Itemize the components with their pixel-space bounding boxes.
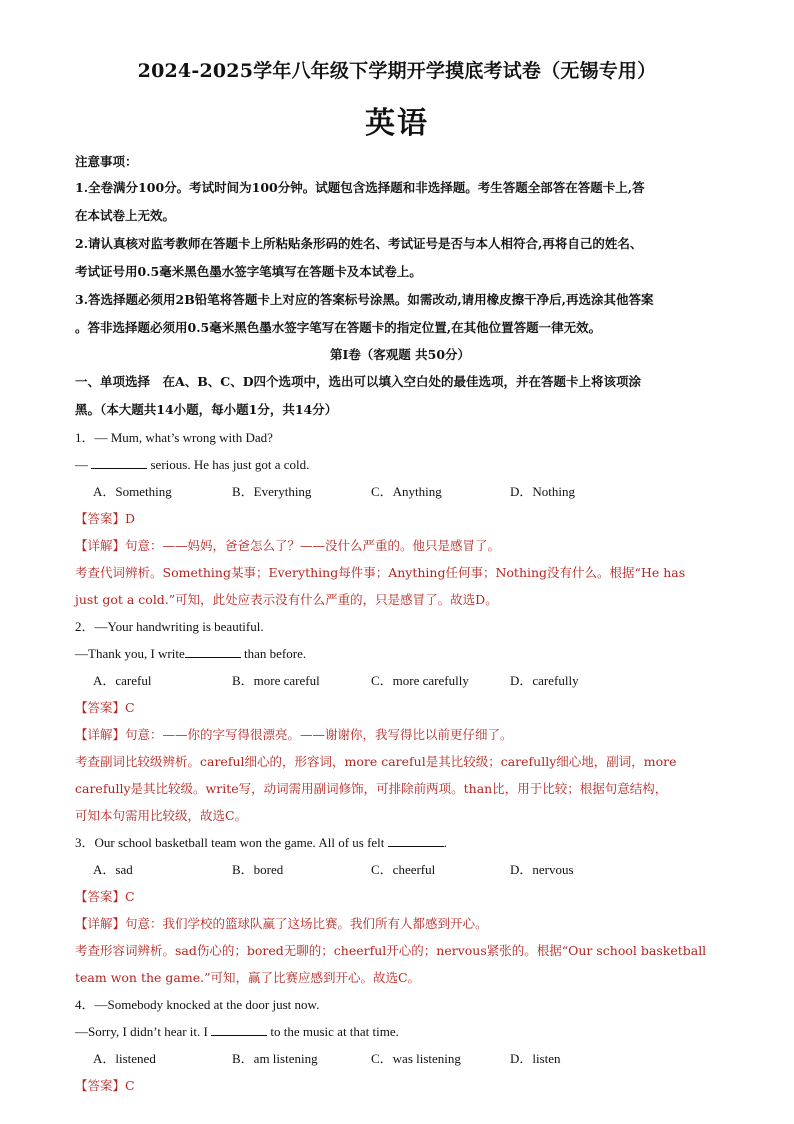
- detail-line: 【详解】句意：我们学校的篮球队赢了这场比赛。我们所有人都感到开心。: [75, 916, 488, 931]
- stem-text: than before.: [240, 646, 307, 661]
- answer-label: 【答案】C: [75, 889, 135, 904]
- question-stem: [75, 1018, 725, 1045]
- option-a: A．careful: [93, 673, 152, 688]
- detail-line: carefully是其比较级。write写，动词需用副词修饰，可排除前两项。than比，用于比较；根据句意结构，: [75, 781, 668, 796]
- detail-line: 【详解】句意：——你的字写得很漂亮。——谢谢你，我写得比以前更仔细了。: [75, 727, 513, 742]
- answer-blank: [185, 645, 241, 658]
- notice-line: 在本试卷上无效。: [75, 208, 176, 223]
- notice-line: 。答非选择题必须用0.5毫米黑色墨水签字笔写在答题卡的指定位置,在其他位置答题一律无效。: [75, 320, 602, 335]
- option-a: A．Something: [93, 484, 172, 499]
- question-3: [75, 829, 725, 991]
- stem-text: —: [75, 457, 92, 472]
- options-row: [75, 1045, 725, 1072]
- answer-label: 【答案】D: [75, 511, 136, 526]
- stem-text: .: [443, 835, 447, 850]
- detail-line: 考查副词比较级辨析。careful细心的，形容词，more careful是其比较级；carefully细心地，副词，more: [75, 754, 677, 769]
- section-title: 第I卷（客观题 共50分）: [329, 347, 471, 362]
- exam-content: [75, 150, 725, 1099]
- option-c: C．more carefully: [371, 673, 469, 688]
- question-1: [75, 424, 725, 613]
- detail-line: 【详解】句意：——妈妈，爸爸怎么了？——没什么严重的。他只是感冒了。: [75, 538, 501, 553]
- stem-text: —Sorry, I didn’t hear it. I: [75, 1024, 212, 1039]
- notice-line: 2.请认真核对监考教师在答题卡上所粘贴条形码的姓名、考试证号是否与本人相符合,再将自己的姓名、: [75, 236, 643, 251]
- options-row: [75, 478, 725, 505]
- option-c: C．Anything: [371, 484, 442, 499]
- detail-line: just got a cold.”可知，此处应表示没有什么严重的，只是感冒了。故选D。: [75, 592, 498, 607]
- question-stem: 1．— Mum, what’s wrong with Dad?: [75, 430, 273, 445]
- option-a: A．listened: [93, 1051, 156, 1066]
- notice-line: 考试证号用0.5毫米黑色墨水签字笔填写在答题卡及本试卷上。: [75, 264, 422, 279]
- answer-blank: [91, 456, 147, 469]
- answer-label: 【答案】C: [75, 1078, 135, 1093]
- answer-blank: [388, 834, 444, 847]
- options-row: [75, 856, 725, 883]
- part-intro-line: 一、单项选择 在A、B、C、D四个选项中，选出可以填入空白处的最佳选项，并在答题卡上将该项涂: [75, 374, 642, 389]
- detail-line: 可知本句需用比较级，故选C。: [75, 808, 248, 823]
- option-d: D．Nothing: [510, 484, 576, 499]
- option-a: A．sad: [93, 862, 133, 877]
- detail-line: 考查形容词辨析。sad伤心的；bored无聊的；cheerful开心的；nervous紧张的。根据“Our school basketball: [75, 943, 707, 958]
- stem-text: serious. He has just got a cold.: [147, 457, 310, 472]
- option-d: D．carefully: [510, 673, 579, 688]
- answer-label: 【答案】C: [75, 700, 135, 715]
- exam-title: 2024-2025学年八年级下学期开学摸底考试卷（无锡专用）: [137, 60, 657, 82]
- option-c: C．cheerful: [371, 862, 436, 877]
- question-stem: [75, 451, 725, 478]
- option-d: D．nervous: [510, 862, 574, 877]
- stem-text: to the music at that time.: [267, 1024, 399, 1039]
- option-b: B．Everything: [232, 484, 312, 499]
- option-b: B．more careful: [232, 673, 320, 688]
- stem-text: —Thank you, I write: [75, 646, 185, 661]
- notice-heading: 注意事项：: [75, 154, 138, 169]
- notice-line: 3.答选择题必须用2B铅笔将答题卡上对应的答案标号涂黑。如需改动,请用橡皮擦干净后,再选涂其他答案: [75, 292, 654, 307]
- question-stem: [75, 640, 725, 667]
- question-stem: 2．—Your handwriting is beautiful.: [75, 619, 264, 634]
- answer-blank: [211, 1023, 267, 1036]
- stem-text: 3．Our school basketball team won the game. All of us felt: [75, 835, 388, 850]
- notice-line: 1.全卷满分100分。考试时间为100分钟。试题包含选择题和非选择题。考生答题全部答在答题卡上,答: [75, 180, 645, 195]
- option-d: D．listen: [510, 1051, 561, 1066]
- part-intro-line: 黑。（本大题共14小题，每小题1分，共14分）: [75, 402, 338, 417]
- subject-title: 英语: [365, 106, 429, 141]
- question-stem: [75, 829, 725, 856]
- option-b: B．am listening: [232, 1051, 318, 1066]
- question-stem: 4．—Somebody knocked at the door just now.: [75, 997, 320, 1012]
- option-b: B．bored: [232, 862, 284, 877]
- question-2: [75, 613, 725, 829]
- detail-line: team won the game.”可知，赢了比赛应感到开心。故选C。: [75, 970, 421, 985]
- option-c: C．was listening: [371, 1051, 461, 1066]
- question-4: [75, 991, 725, 1099]
- options-row: [75, 667, 725, 694]
- detail-line: 考查代词辨析。Something某事；Everything每件事；Anything任何事；Nothing没有什么。根据“He has: [75, 565, 686, 580]
